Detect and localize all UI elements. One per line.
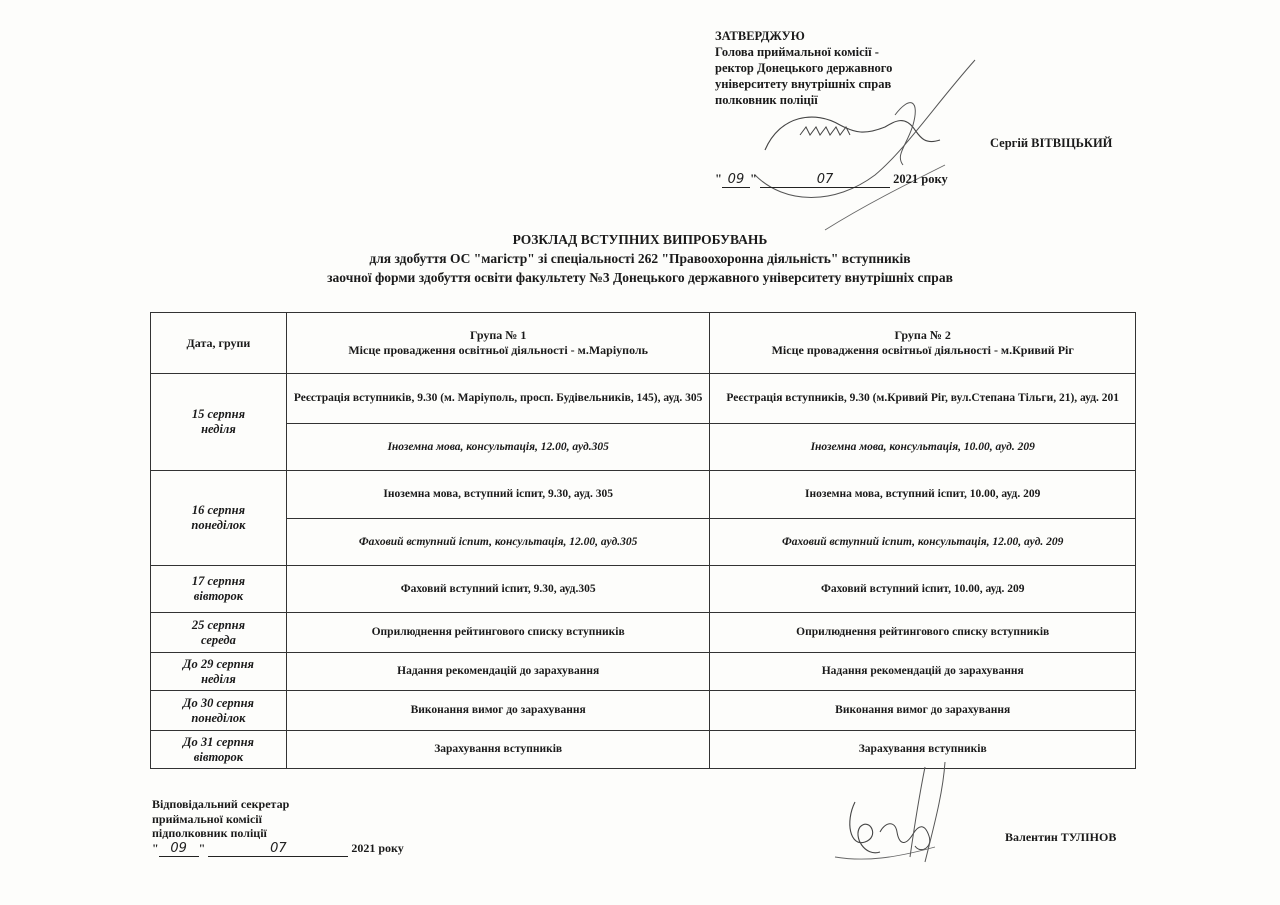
group2-cell: Іноземна мова, вступний іспит, 10.00, ауд. 209 <box>710 471 1136 519</box>
approval-date-month: 07 <box>760 172 890 188</box>
date-cell <box>151 566 287 613</box>
date-text: 15 серпня <box>191 407 246 421</box>
group1-cell: Надання рекомендацій до зарахування <box>286 653 710 691</box>
header-group1 <box>286 313 710 374</box>
group2-cell: Надання рекомендацій до зарахування <box>710 653 1136 691</box>
approval-position-line1: Голова приймальної комісії - <box>715 45 879 59</box>
title-line3: заочної форми здобуття освіти факультету №3 Донецького державного університету внутрішніх справ <box>327 270 953 285</box>
table-row <box>151 691 1136 731</box>
group2-cell: Іноземна мова, консультація, 10.00, ауд. 209 <box>710 424 1136 471</box>
group1-cell: Реєстрація вступників, 9.30 (м. Маріуполь, просп. Будівельників, 145), ауд. 305 <box>286 374 710 424</box>
date-text: 25 серпня <box>191 617 246 632</box>
date-quote-open: " <box>715 172 722 186</box>
date-text: До 29 серпня <box>182 656 254 671</box>
approval-date <box>715 172 948 188</box>
group2-cell: Фаховий вступний іспит, 10.00, ауд. 209 <box>710 566 1136 613</box>
secretary-date-year: 2021 року <box>351 840 404 855</box>
group2-cell: Виконання вимог до зарахування <box>710 691 1136 731</box>
group1-cell: Іноземна мова, консультація, 12.00, ауд.305 <box>286 424 710 471</box>
date-cell <box>151 613 287 653</box>
day-text: вівторок <box>193 589 244 603</box>
schedule-table <box>150 312 1136 769</box>
table-row <box>151 519 1136 566</box>
date-cell <box>151 653 287 691</box>
approval-rank: полковник поліції <box>715 93 818 107</box>
date-cell <box>151 471 287 566</box>
approval-date-year: 2021 року <box>893 172 948 186</box>
table-row <box>151 731 1136 769</box>
document-title <box>0 230 1280 287</box>
table-row <box>151 653 1136 691</box>
approver-name: Сергій ВІТВІЦЬКИЙ <box>990 136 1113 150</box>
title-line1: РОЗКЛАД ВСТУПНИХ ВИПРОБУВАНЬ <box>512 232 768 247</box>
group2-cell: Реєстрація вступників, 9.30 (м.Кривий Ріг, вул.Степана Тільги, 21), ауд. 201 <box>710 374 1136 424</box>
day-text: вівторок <box>193 749 244 764</box>
secretary-rank: підполковник поліції <box>152 826 267 840</box>
group1-cell: Зарахування вступників <box>286 731 710 769</box>
secretary-signature-image <box>825 762 985 872</box>
approval-heading: ЗАТВЕРДЖУЮ <box>715 29 805 43</box>
secretary-position-line1: Відповідальний секретар <box>152 797 290 811</box>
date-text: 17 серпня <box>191 574 246 588</box>
date-cell <box>151 374 287 471</box>
header-group1-place: Місце провадження освітньої діяльності - м.Маріуполь <box>348 343 648 357</box>
table-row <box>151 374 1136 424</box>
date-text: До 31 серпня <box>182 734 254 749</box>
date-cell <box>151 731 287 769</box>
table-header-row <box>151 313 1136 374</box>
group1-cell: Фаховий вступний іспит, 9.30, ауд.305 <box>286 566 710 613</box>
group2-cell: Оприлюднення рейтингового списку вступників <box>710 613 1136 653</box>
secretary-position-line2: приймальної комісії <box>152 811 262 826</box>
day-text: неділя <box>201 671 236 686</box>
header-group2-name: Група № 2 <box>894 328 951 342</box>
group1-cell: Фаховий вступний іспит, консультація, 12.00, ауд.305 <box>286 519 710 566</box>
date-quote-open: " <box>152 840 159 855</box>
day-text: понеділок <box>191 518 246 532</box>
approval-position-line3: університету внутрішніх справ <box>715 77 892 91</box>
title-line2: для здобуття ОС "магістр" зі спеціальності 262 "Правоохоронна діяльність" вступників <box>369 251 911 266</box>
header-date: Дата, групи <box>151 313 287 374</box>
group1-cell: Виконання вимог до зарахування <box>286 691 710 731</box>
table-row <box>151 471 1136 519</box>
day-text: понеділок <box>191 710 246 725</box>
table-row <box>151 566 1136 613</box>
header-group2-place: Місце провадження освітньої діяльності - м.Кривий Ріг <box>771 343 1074 357</box>
secretary-block <box>152 797 404 857</box>
group2-cell: Фаховий вступний іспит, консультація, 12.00, ауд. 209 <box>710 519 1136 566</box>
secretary-name: Валентин ТУЛІНОВ <box>1005 830 1117 844</box>
header-group1-name: Група № 1 <box>469 328 527 342</box>
day-text: середа <box>201 632 236 647</box>
table-row <box>151 613 1136 653</box>
secretary-date-month: 07 <box>208 842 348 858</box>
group1-cell: Оприлюднення рейтингового списку вступників <box>286 613 710 653</box>
header-group2 <box>710 313 1136 374</box>
group1-cell: Іноземна мова, вступний іспит, 9.30, ауд. 305 <box>286 471 710 519</box>
approval-position-line2: ректор Донецького державного <box>715 61 893 75</box>
table-row <box>151 424 1136 471</box>
date-quote-close: " <box>198 840 206 855</box>
date-cell <box>151 691 287 731</box>
approval-date-day: 09 <box>722 172 750 188</box>
secretary-date-day: 09 <box>159 842 199 858</box>
date-text: 16 серпня <box>191 503 246 517</box>
rector-signature-image <box>745 55 990 235</box>
group2-cell: Зарахування вступників <box>710 731 1136 769</box>
date-text: До 30 серпня <box>182 695 254 710</box>
day-text: неділя <box>201 422 236 436</box>
date-quote-close: " <box>749 172 757 186</box>
secretary-date <box>152 841 404 858</box>
